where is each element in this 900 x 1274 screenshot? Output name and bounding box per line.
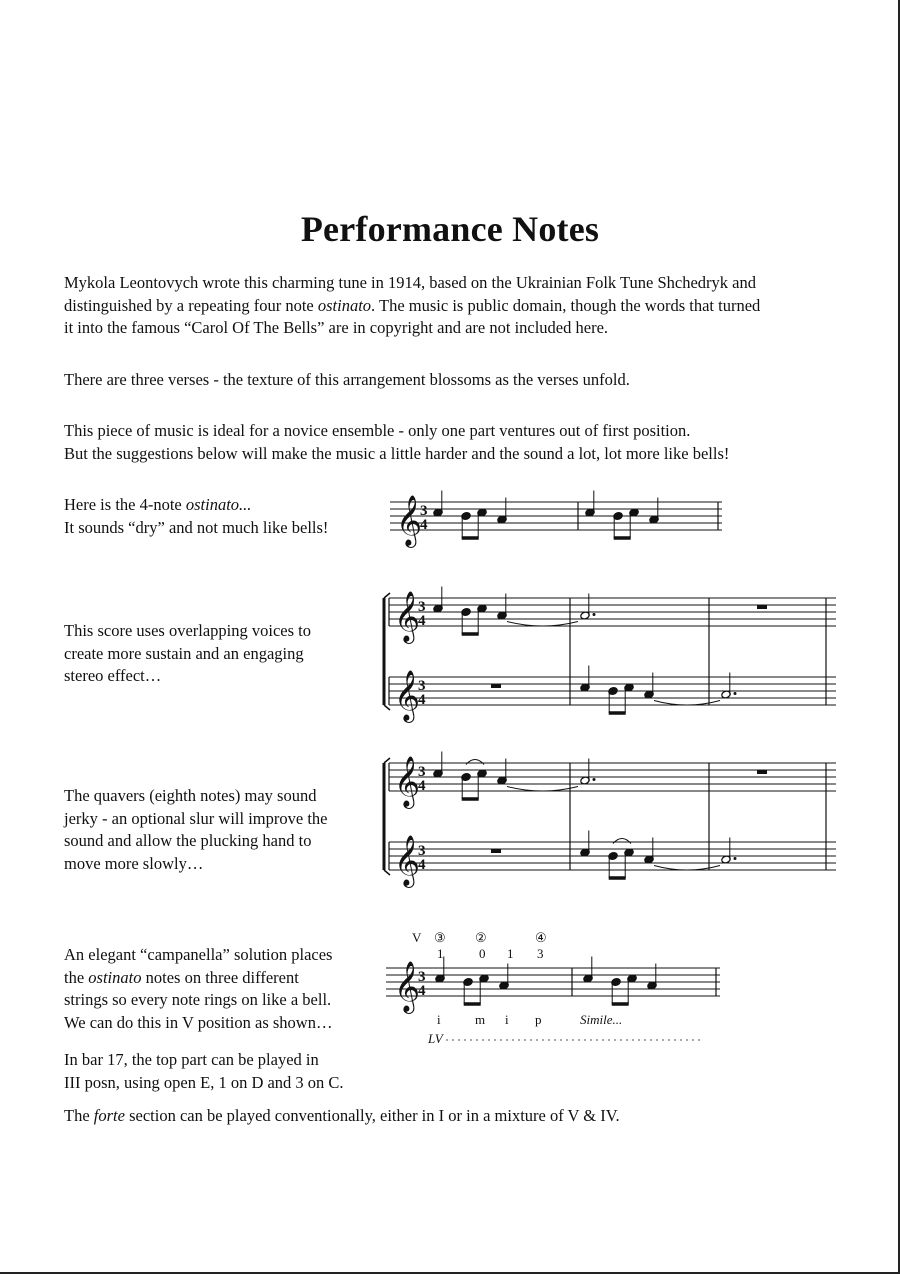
augmentation-dot	[593, 778, 596, 781]
left-hand-finger: 3	[537, 946, 544, 961]
whole-rest	[757, 771, 767, 775]
right-hand-finger: m	[475, 1012, 486, 1027]
left-hand-finger: 1	[507, 946, 514, 961]
forte-paragraph: The forte section can be played conventionally, either in I or in a mixture of V & IV.	[64, 1106, 620, 1125]
ostinato-caption: Here is the 4-note ostinato... It sounds “dry” and not much like bells!	[64, 495, 329, 537]
time-signature-top: 3	[418, 764, 426, 780]
string-indicator: ③	[434, 930, 446, 945]
whole-rest	[757, 606, 767, 610]
treble-clef: 𝄞	[396, 495, 423, 546]
string-indicator: ②	[475, 930, 487, 945]
time-signature-top: 3	[418, 843, 426, 859]
position-mark: V	[412, 930, 422, 945]
quaver-caption: The quavers (eighth notes) may sound jerky - an optional slur will improve the sound and allow the plucking hand to move more slowly…	[64, 786, 328, 873]
time-signature-top: 3	[420, 503, 428, 519]
time-signature-top: 3	[418, 599, 426, 615]
simile-marking: Simile...	[580, 1012, 623, 1027]
bracket-hook	[384, 593, 390, 598]
slur	[466, 760, 484, 765]
bracket-hook	[384, 705, 390, 710]
time-signature-bottom: 4	[420, 517, 428, 533]
bracket-hook	[384, 758, 390, 763]
novice-paragraph: This piece of music is ideal for a novice ensemble - only one part ventures out of first position. But the suggestions below will make the music a little harder and the sound a lot, lot more like bells!	[64, 421, 730, 463]
right-hand-finger: i	[505, 1012, 509, 1027]
augmentation-dot	[734, 692, 737, 695]
time-signature-bottom: 4	[418, 613, 426, 629]
slur	[613, 839, 631, 844]
treble-clef: 𝄞	[394, 961, 421, 1012]
treble-clef: 𝄞	[394, 756, 421, 807]
overlap-caption: This score uses overlapping voices to create more sustain and an engaging stereo effect…	[64, 621, 311, 685]
whole-rest	[491, 850, 501, 854]
time-signature-bottom: 4	[418, 983, 426, 999]
lv-marking: LV	[428, 1031, 443, 1046]
treble-clef: 𝄞	[394, 835, 421, 886]
time-signature-top: 3	[418, 969, 426, 985]
verses-paragraph: There are three verses - the texture of this arrangement blossoms as the verses unfold.	[64, 370, 630, 389]
time-signature-bottom: 4	[418, 692, 426, 708]
bar17-caption: In bar 17, the top part can be played in III posn, using open E, 1 on D and 3 on C.	[64, 1050, 344, 1092]
tie	[507, 787, 578, 792]
time-signature-bottom: 4	[418, 778, 426, 794]
tie	[654, 701, 720, 706]
augmentation-dot	[734, 857, 737, 860]
left-hand-finger: 1	[437, 946, 444, 961]
campanella-caption: An elegant “campanella” solution places the ostinato notes on three different strings so every note rings on like a bell. We can do this in V position as shown…	[64, 945, 333, 1032]
right-hand-finger: i	[437, 1012, 441, 1027]
right-hand-finger: p	[535, 1012, 542, 1027]
tie	[654, 866, 720, 871]
treble-clef: 𝄞	[394, 670, 421, 721]
whole-rest	[491, 685, 501, 689]
augmentation-dot	[593, 613, 596, 616]
bracket-hook	[384, 870, 390, 875]
time-signature-top: 3	[418, 678, 426, 694]
page-title: Performance Notes	[300, 209, 600, 249]
left-hand-finger: 0	[479, 946, 486, 961]
time-signature-bottom: 4	[418, 857, 426, 873]
treble-clef: 𝄞	[394, 591, 421, 642]
tie	[507, 622, 578, 627]
string-indicator: ④	[535, 930, 547, 945]
intro-paragraph: Mykola Leontovych wrote this charming tune in 1914, based on the Ukrainian Folk Tune Shchedryk and distinguished by a repeating four note ostinato. The music is public domain, though the words that turned it into the famous “Carol Of The Bells” are in copyright and are not included here.	[64, 273, 761, 337]
